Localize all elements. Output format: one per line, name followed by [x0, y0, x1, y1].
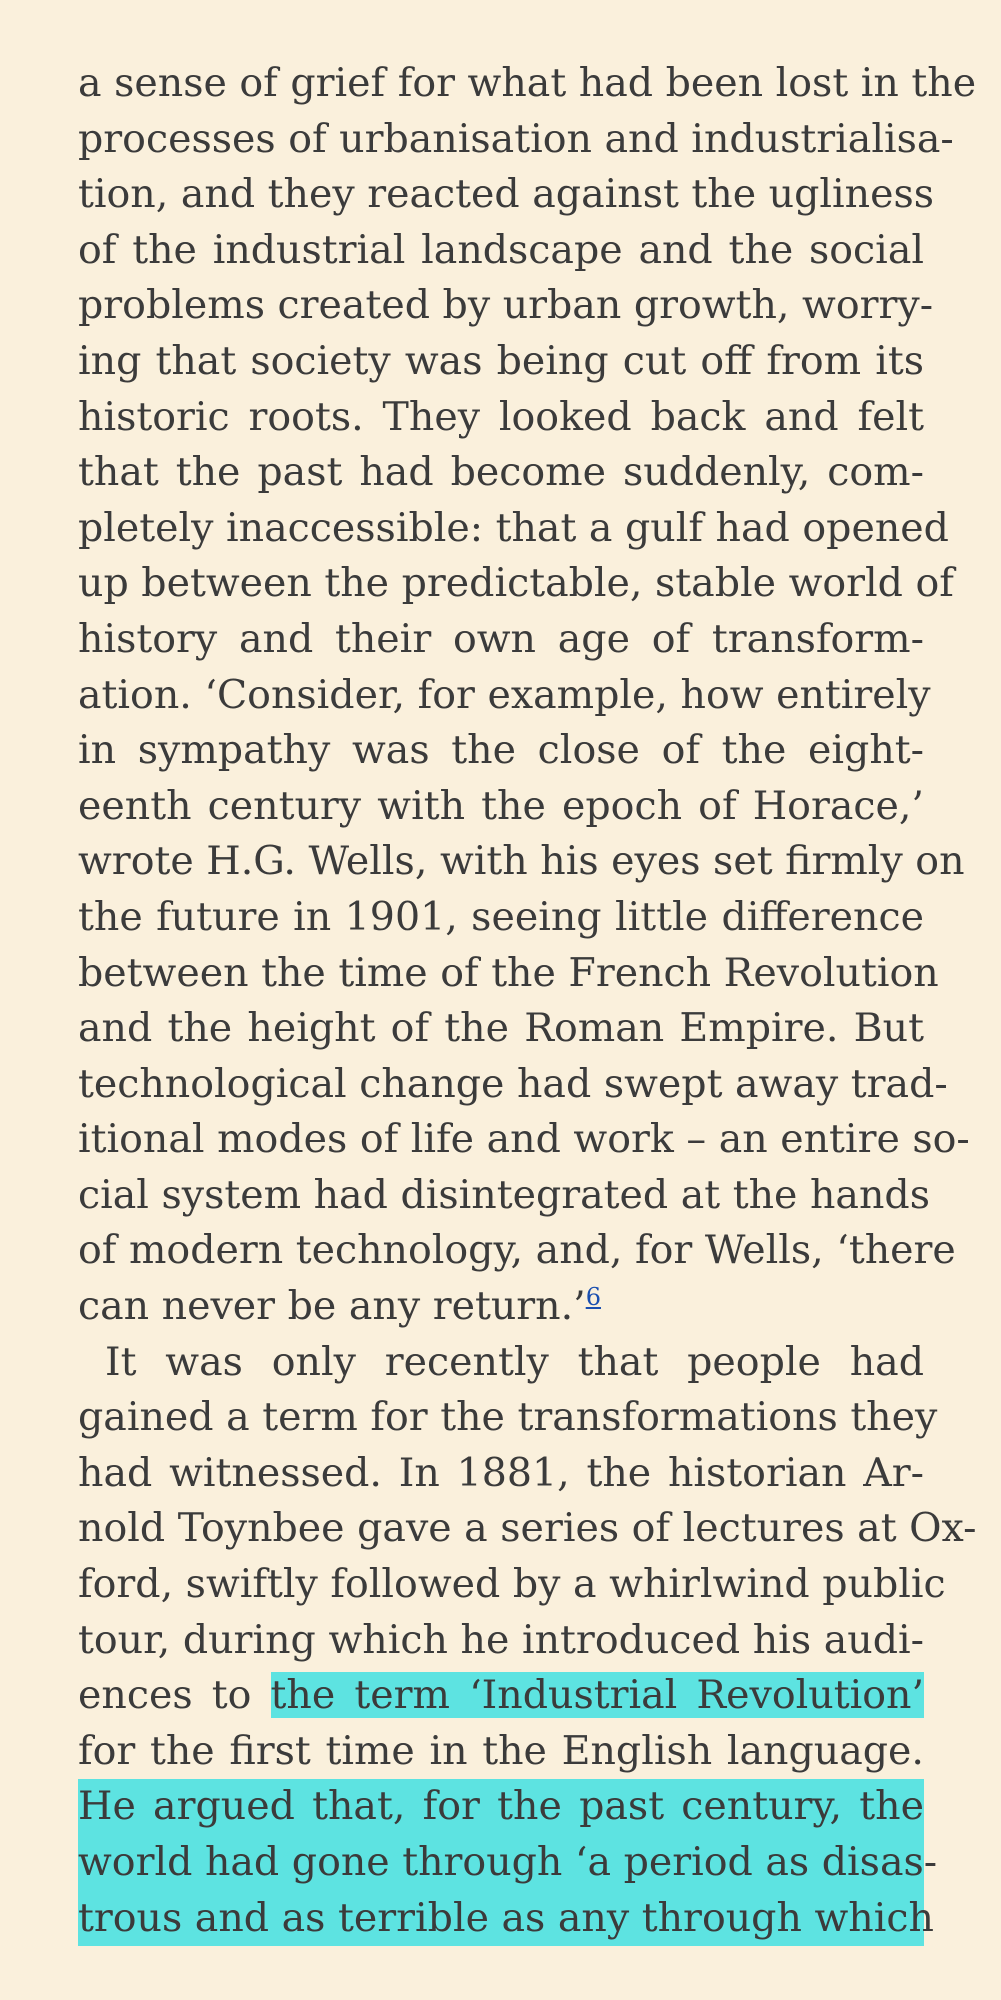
text-line: It was only recently that people had	[105, 1338, 924, 1385]
text-line: of modern technology, and, for Wells, ‘there	[78, 1227, 956, 1274]
text-line: for the first time in the English language.	[78, 1727, 924, 1774]
paragraph	[78, 56, 977, 1335]
text-line: between the time of the French Revolution	[78, 949, 939, 996]
highlighted-text[interactable]: the term ‘Industrial Revolution’	[270, 1672, 924, 1719]
text-line: up between the predictable, stable world of	[78, 560, 954, 607]
text-line: gained a term for the transformations they	[78, 1394, 938, 1441]
text-line	[78, 1668, 924, 1724]
highlighted-line[interactable]: world had gone through ‘a period as disas-	[78, 1835, 924, 1891]
text-segment: can never be any return.’	[78, 1283, 586, 1330]
text-line: problems created by urban growth, worry-	[78, 282, 934, 329]
text-line: had witnessed. In 1881, the historian Ar-	[78, 1449, 924, 1496]
text-line: wrote H.G. Wells, with his eyes set firmly on	[78, 838, 965, 885]
text-line: pletely inaccessible: that a gulf had opened	[78, 504, 949, 551]
text-line	[78, 1279, 924, 1335]
text-line: eenth century with the epoch of Horace,’	[78, 782, 924, 829]
text-line: history and their own age of transform-	[78, 615, 924, 662]
book-text[interactable]	[78, 56, 977, 1946]
text-line: historic roots. They looked back and felt	[78, 393, 924, 440]
text-line: a sense of grief for what had been lost in the	[78, 60, 977, 106]
text-line: processes of urbanisation and industrialisa-	[78, 115, 954, 162]
text-line: and the height of the Roman Empire. But	[78, 1005, 924, 1052]
text-line: ation. ‘Consider, for example, how entirely	[78, 671, 931, 718]
text-segment: ences to	[78, 1672, 271, 1719]
text-line: of the industrial landscape and the social	[78, 226, 924, 273]
text-line: in sympathy was the close of the eight-	[78, 727, 924, 774]
highlighted-line[interactable]: trous and as terrible as any through which	[78, 1891, 924, 1947]
text-line: itional modes of life and work – an entire so-	[78, 1116, 970, 1163]
text-line: that the past had become suddenly, com-	[78, 449, 924, 496]
text-line: ing that society was being cut off from its	[78, 337, 924, 384]
text-line: tour, during which he introduced his audi-	[78, 1616, 924, 1663]
text-line: the future in 1901, seeing little difference	[78, 893, 924, 940]
footnote-link[interactable]: 6	[585, 1283, 601, 1312]
highlighted-line[interactable]: He argued that, for the past century, the	[78, 1779, 924, 1835]
text-line: tion, and they reacted against the ugliness	[78, 171, 935, 218]
text-line: cial system had disintegrated at the hands	[78, 1171, 930, 1218]
paragraph	[78, 1335, 977, 1947]
text-line: ford, swiftly followed by a whirlwind public	[78, 1561, 946, 1608]
text-line: technological change had swept away trad-	[78, 1060, 948, 1107]
text-line: nold Toynbee gave a series of lectures at Ox-	[78, 1505, 977, 1552]
